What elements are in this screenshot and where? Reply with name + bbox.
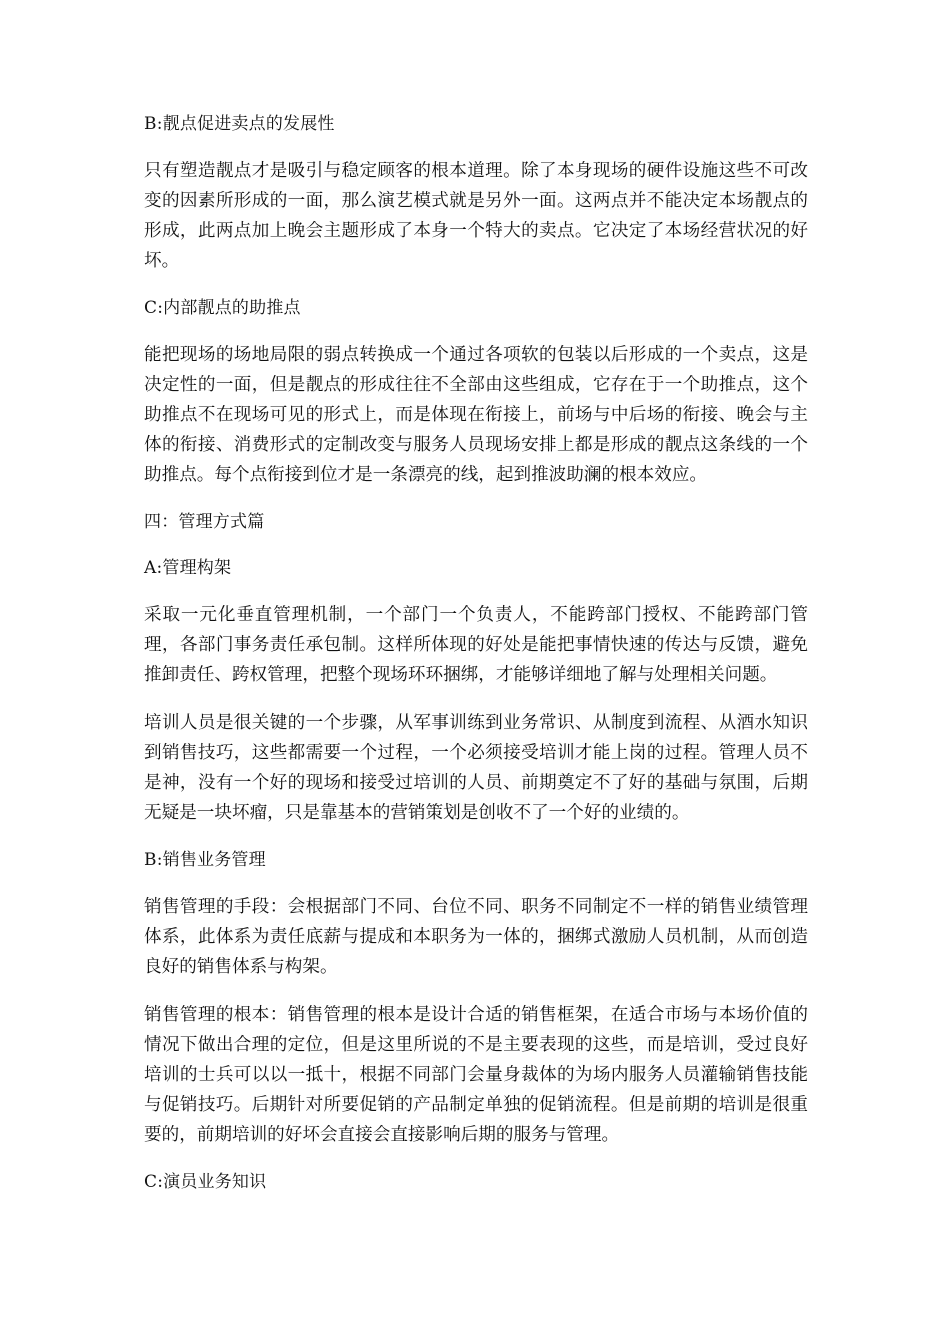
section-heading-c-internal-boost: C:内部靓点的助推点 [144,298,301,318]
paragraph-highlight-attraction: 只有塑造靓点才是吸引与稳定顾客的根本道理。除了本身现场的硬件设施这些不可改变的因素所形成的一面，那么演艺模式就是另外一面。这两点并不能决定本场靓点的形成，此两点加上晚会主题形成了本身一个特大的卖点。它决定了本场经营状况的好坏。 [144,161,808,271]
paragraph-sales-fundamentals: 销售管理的根本：销售管理的根本是设计合适的销售框架，在适合市场与本场价值的情况下做出合理的定位，但是这里所说的不是主要表现的这些，而是培训，受过良好培训的士兵可以以一抵十，根据不同部门会量身裁体的为场内服务人员灌输销售技能与促销技巧。后期针对所要促销的产品制定单独的促销流程。但是前期的培训是很重要的，前期培训的好坏会直接会直接影响后期的服务与管理。 [144,1005,808,1145]
paragraph-staff-training: 培训人员是很关键的一个步骤，从军事训练到业务常识、从制度到流程、从酒水知识到销售技巧，这些都需要一个过程，一个必须接受培训才能上岗的过程。管理人员不是神，没有一个好的现场和接受过培训的人员、前期奠定不了好的基础与氛围，后期无疑是一块坏瘤，只是靠基本的营销策划是创收不了一个好的业绩的。 [144,713,808,823]
section-heading-c-performer-knowledge: C:演员业务知识 [144,1172,267,1192]
document-body [144,110,808,1214]
section-heading-b-sales-management: B:销售业务管理 [144,850,266,870]
paragraph-sales-means: 销售管理的手段：会根据部门不同、台位不同、职务不同制定不一样的销售业绩管理体系，此体系为责任底薪与提成和本职务为一体的，捆绑式激励人员机制，从而创造良好的销售体系与构架。 [144,897,808,977]
section-heading-b-highlight-development: B:靓点促进卖点的发展性 [144,114,335,134]
paragraph-boost-point: 能把现场的场地局限的弱点转换成一个通过各项软的包装以后形成的一个卖点，这是决定性的一面，但是靓点的形成往往不全部由这些组成，它存在于一个助推点，这个助推点不在现场可见的形式上，而是体现在衔接上，前场与中后场的衔接、晚会与主体的衔接、消费形式的定制改变与服务人员现场安排上都是形成的靓点这条线的一个助推点。每个点衔接到位才是一条漂亮的线，起到推波助澜的根本效应。 [144,345,808,485]
section-heading-a-management-structure: A:管理构架 [144,558,232,578]
chapter-heading-management: 四：管理方式篇 [144,512,265,532]
paragraph-vertical-management: 采取一元化垂直管理机制，一个部门一个负责人，不能跨部门授权、不能跨部门管理，各部门事务责任承包制。这样所体现的好处是能把事情快速的传达与反馈，避免推卸责任、跨权管理，把整个现场环环捆绑，才能够详细地了解与处理相关问题。 [144,605,808,685]
